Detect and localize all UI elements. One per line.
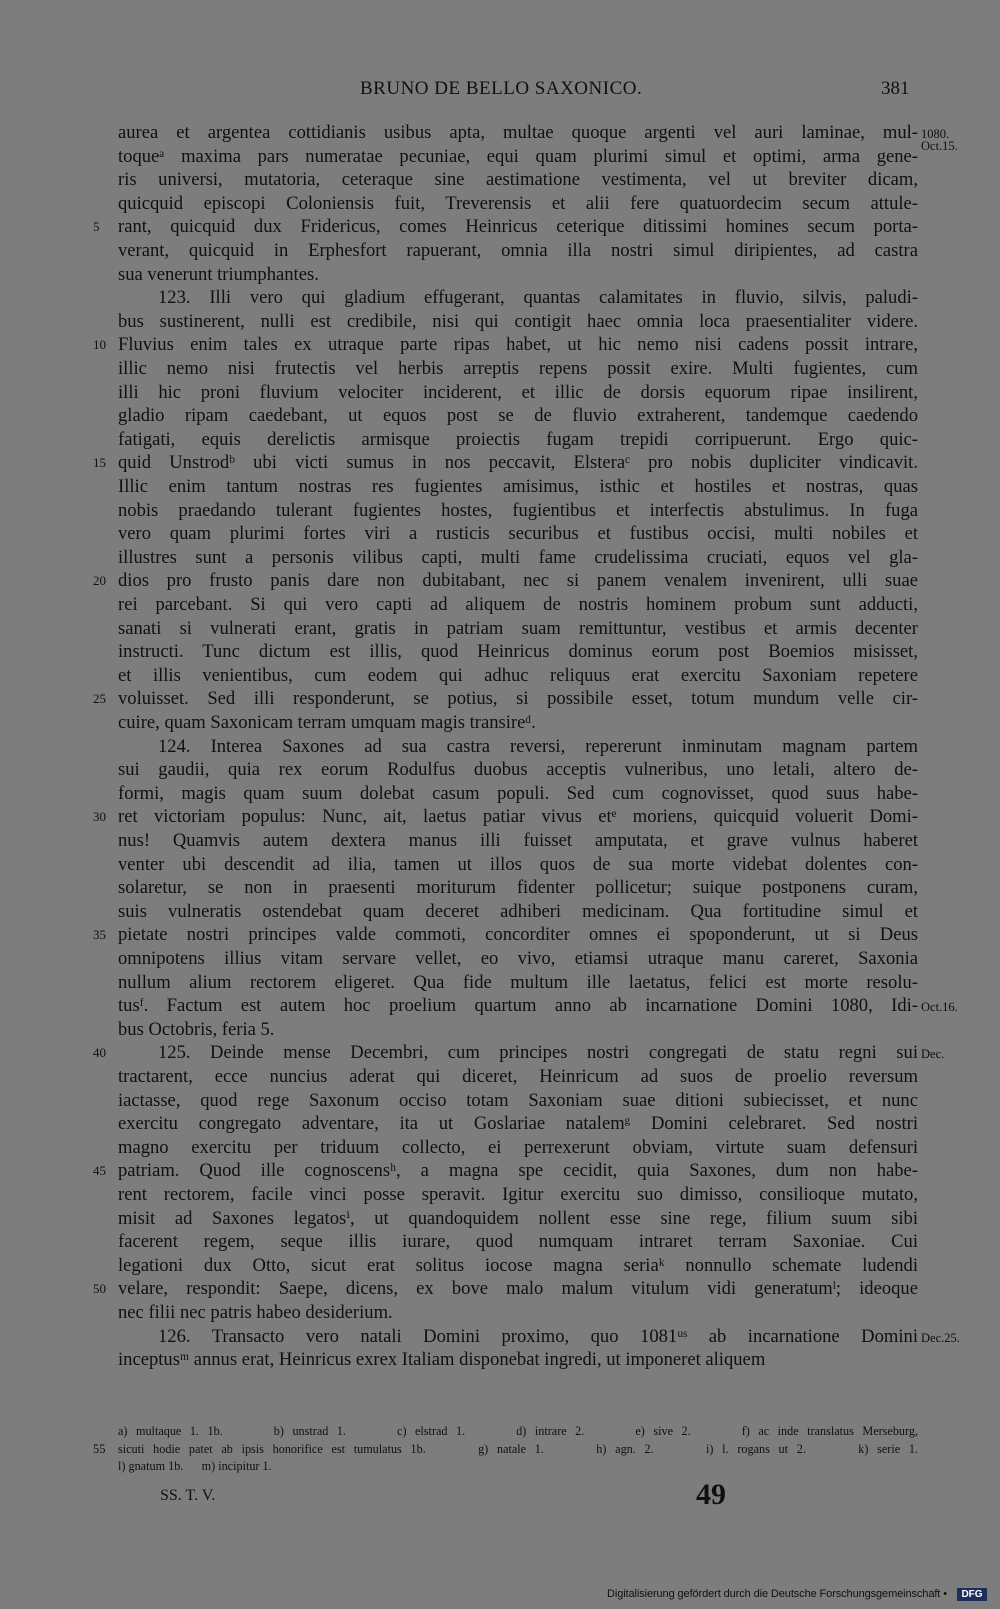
- footnote-line: a) multaque 1. 1b. b) unstrad 1. c) elstrad 1. d) intrare 2. e) sive 2. f) ac inde translatus Merseburg,: [118, 1424, 918, 1438]
- text-line: ris universi, mutatoria, ceteraque sine aestimatione vestimenta, vel ut breviter dicam,: [118, 169, 918, 191]
- line-number: 5: [93, 219, 100, 235]
- text-line: quicquid episcopi Coloniensis fuit, Treverensis et alii fere quatuordecim secum attule-: [118, 192, 918, 214]
- text-line: verant, quicquid in Erphesfort rapuerant, omnia illa nostri simul diripientes, ad castra: [118, 240, 918, 261]
- text-line: tusᶠ. Factum est autem hoc proelium quartum anno ab incarnatione Domini 1080, Idi-: [118, 995, 918, 1017]
- text-line: et illis venientibus, cum eodem qui adhuc reliquus erat exercitu Saxoniam repetere: [118, 664, 918, 686]
- text-line: solaretur, se non in praesenti moriturum fidenter pollicetur; suique postponens curam,: [118, 877, 918, 899]
- text-line: bus sustinerent, nulli est credibile, nisi qui contigit haec omnia loca praesentialiter videre.: [118, 310, 918, 332]
- text-line: toqueᵃ maxima pars numeratae pecuniae, equi quam plurimi simul et optimi, arma gene-: [118, 145, 918, 167]
- footnote-line: sicuti hodie patet ab ipsis honorifice est tumulatus 1b. g) natale 1. h) agn. 2. i) l. rogans ut 2. k) serie 1.: [118, 1441, 918, 1456]
- text-line: tractarent, ecce nuncius aderat qui diceret, Heinricum ad suos de proelio reversum: [118, 1066, 918, 1087]
- line-number: 30: [93, 809, 106, 825]
- text-line: Illic enim tantum nostras res fugientes amisimus, isthic et hostiles et nostras, quas: [118, 476, 918, 497]
- text-line: illustres sunt a personis vilibus capti, multi fame crudelissima cruciati, equos vel gla-: [118, 546, 918, 568]
- text-line: bus Octobris, feria 5.: [118, 1018, 275, 1040]
- line-number: 15: [93, 455, 106, 471]
- line-number: 55: [93, 1441, 106, 1456]
- text-line: suis vulneratis ostendebat quam deceret adhiberi medicinam. Qua fortitudine simul et: [118, 900, 918, 922]
- text-line: magno exercitu per triduum collecto, ei perrexerunt obviam, virtute suam defensuri: [118, 1136, 918, 1158]
- text-line: ret victoriam populus: Nunc, ait, laetus patiar vivus etᵉ moriens, quicquid voluerit Domi-: [118, 806, 918, 828]
- text-line: velare, respondit: Saepe, dicens, ex bove malo malum vitulum vidi generatumˡ; ideoque: [118, 1278, 918, 1300]
- text-line: nobis praedando tulerant fugientes hostes, fugientibus et interfectis abstulimus. In fuga: [118, 499, 918, 521]
- line-number: 35: [93, 927, 106, 943]
- text-line: dios pro frusto panis dare non dubitabant, nec si panem venalem invenirent, ulli suae: [118, 570, 918, 592]
- margin-date-note: Dec.: [921, 1047, 945, 1062]
- text-line: exercitu congregato adventare, ita ut Goslariae natalemᵍ Domini celebraret. Sed nostri: [118, 1113, 918, 1135]
- sheet-number: 49: [696, 1478, 726, 1511]
- text-line: sua venerunt triumphantes.: [118, 263, 319, 285]
- dfg-logo: DFG: [957, 1588, 987, 1601]
- text-line: sanati si vulnerati erant, gratis in patriam suam remittuntur, vestibus et armis decenter: [118, 617, 918, 639]
- text-line: sui gaudii, quia rex eorum Rodulfus duobus acceptis vulneribus, uno letali, altero de-: [118, 759, 918, 781]
- text-line: rei parcebant. Si qui vero capti ad aliquem de nostris hominem probum sunt adducti,: [118, 594, 918, 615]
- text-line: iactasse, quod rege Saxonum occiso totam Saxoniam suae ditioni subiecisset, et nunc: [118, 1089, 918, 1111]
- line-number: 25: [93, 691, 106, 707]
- text-line: illic nemo nisi frutectis vel herbis arreptis repens possit exire. Multi fugientes, cum: [118, 358, 918, 379]
- line-number: 20: [93, 573, 106, 589]
- line-number: 45: [93, 1163, 106, 1179]
- text-line: nullum alium rectorem eligeret. Qua fide multum ille laetatus, felici est morte resolu-: [118, 971, 918, 993]
- line-number: 50: [93, 1281, 106, 1297]
- signature-mark: SS. T. V.: [160, 1487, 216, 1504]
- running-title: BRUNO DE BELLO SAXONICO.: [360, 78, 643, 99]
- margin-date-note: Dec.25.: [921, 1330, 960, 1345]
- text-line: legationi dux Otto, sicut erat solitus iocose magna seriaᵏ nonnullo schemate ludendi: [118, 1254, 918, 1276]
- margin-date-note: 1080.: [921, 127, 950, 141]
- text-line: Fluvius enim tales ex utraque parte ripas habet, ut hic nemo nisi cadens possit intrare,: [118, 334, 918, 356]
- line-number: 40: [93, 1045, 106, 1061]
- text-line: quid Unstrodᵇ ubi victi sumus in nos peccavit, Elsteraᶜ pro nobis dupliciter vindicavit.: [118, 452, 918, 474]
- text-line: rant, quicquid dux Fridericus, comes Heinricus ceterique ditissimi homines secum porta-: [118, 216, 918, 238]
- text-line: nec filii nec patris habeo desiderium.: [118, 1302, 393, 1323]
- text-line: 124. Interea Saxones ad sua castra reversi, repererunt inminutam magnam partem: [158, 735, 918, 757]
- text-line: patriam. Quod ille cognoscensʰ, a magna spe cecidit, quia Saxones, dum non habe-: [118, 1160, 918, 1182]
- text-line: vero quam plurimi fortes viri a rusticis securibus et fustibus occisi, multi nobiles et: [118, 523, 918, 545]
- text-line: voluisset. Sed illi responderunt, se potius, si possibile esset, totum mundum velle cir-: [118, 688, 918, 710]
- text-line: pietate nostri principes valde commoti, concorditer omnes ei spoponderunt, ut si Deus: [118, 924, 918, 946]
- text-line: 125. Deinde mense Decembri, cum principes nostri congregati de statu regni sui: [158, 1042, 918, 1064]
- text-line: formi, magis quam suum dolebat casum populi. Sed cum cognovisset, quod suus habe-: [118, 782, 918, 804]
- page-number: 381: [881, 78, 910, 99]
- margin-date-note: Oct.15.: [921, 138, 958, 153]
- text-line: instructi. Tunc dictum est illis, quod Heinricus dominus eorum post Boemios misisset,: [118, 641, 918, 663]
- footnote-line: l) gnatum 1b. m) incipitur 1.: [118, 1459, 272, 1473]
- text-line: 126. Transacto vero natali Domini proximo, quo 1081ᵘˢ ab incarnatione Domini: [158, 1325, 918, 1347]
- text-line: fatigati, equis derelictis armisque proiectis fugam trepidi corripuerunt. Ergo quic-: [118, 428, 918, 450]
- text-line: inceptusᵐ annus erat, Heinricus exrex Italiam disponebat ingredi, ut imponeret aliquem: [118, 1349, 766, 1371]
- text-line: omnipotens illius vitam servare vellet, eo vivo, etiamsi utraque manu careret, Saxonia: [118, 948, 918, 969]
- text-line: rent rectorem, facile vinci posse speravit. Igitur exercitu suo dimisso, consilioque mutato,: [118, 1184, 918, 1205]
- text-line: misit ad Saxones legatosⁱ, ut quandoquidem nollent esse sine rege, filium suum sibi: [118, 1207, 918, 1229]
- text-line: aurea et argentea cottidianis usibus apta, multae quoque argenti vel auri laminae, mul-: [118, 122, 918, 143]
- text-line: illi hic proni fluvium velociter inciderent, et illic de dorsis equorum ripae insilirent,: [118, 381, 918, 403]
- text-line: 123. Illi vero qui gladium effugerant, quantas calamitates in fluvio, silvis, paludi-: [158, 287, 918, 309]
- text-line: gladio ripam caedebant, ut equos post se de fluvio extraherent, tandemque caedendo: [118, 405, 918, 427]
- digitization-credit: Digitalisierung gefördert durch die Deutsche Forschungsgemeinschaft •: [607, 1588, 947, 1600]
- text-line: facerent regem, seque illis iurare, quod numquam intraret terram Saxoniae. Cui: [118, 1231, 918, 1253]
- text-line: cuire, quam Saxonicam terram umquam magis transireᵈ.: [118, 712, 536, 733]
- margin-date-note: Oct.16.: [921, 1000, 958, 1015]
- line-number: 10: [93, 337, 106, 353]
- text-line: nus! Quamvis autem dextera manus illi fuisset amputata, et grave vulnus haberet: [118, 830, 918, 851]
- text-line: venter ubi descendit ad ilia, tamen ut illos quos de sua morte videbat dolentes con-: [118, 853, 918, 875]
